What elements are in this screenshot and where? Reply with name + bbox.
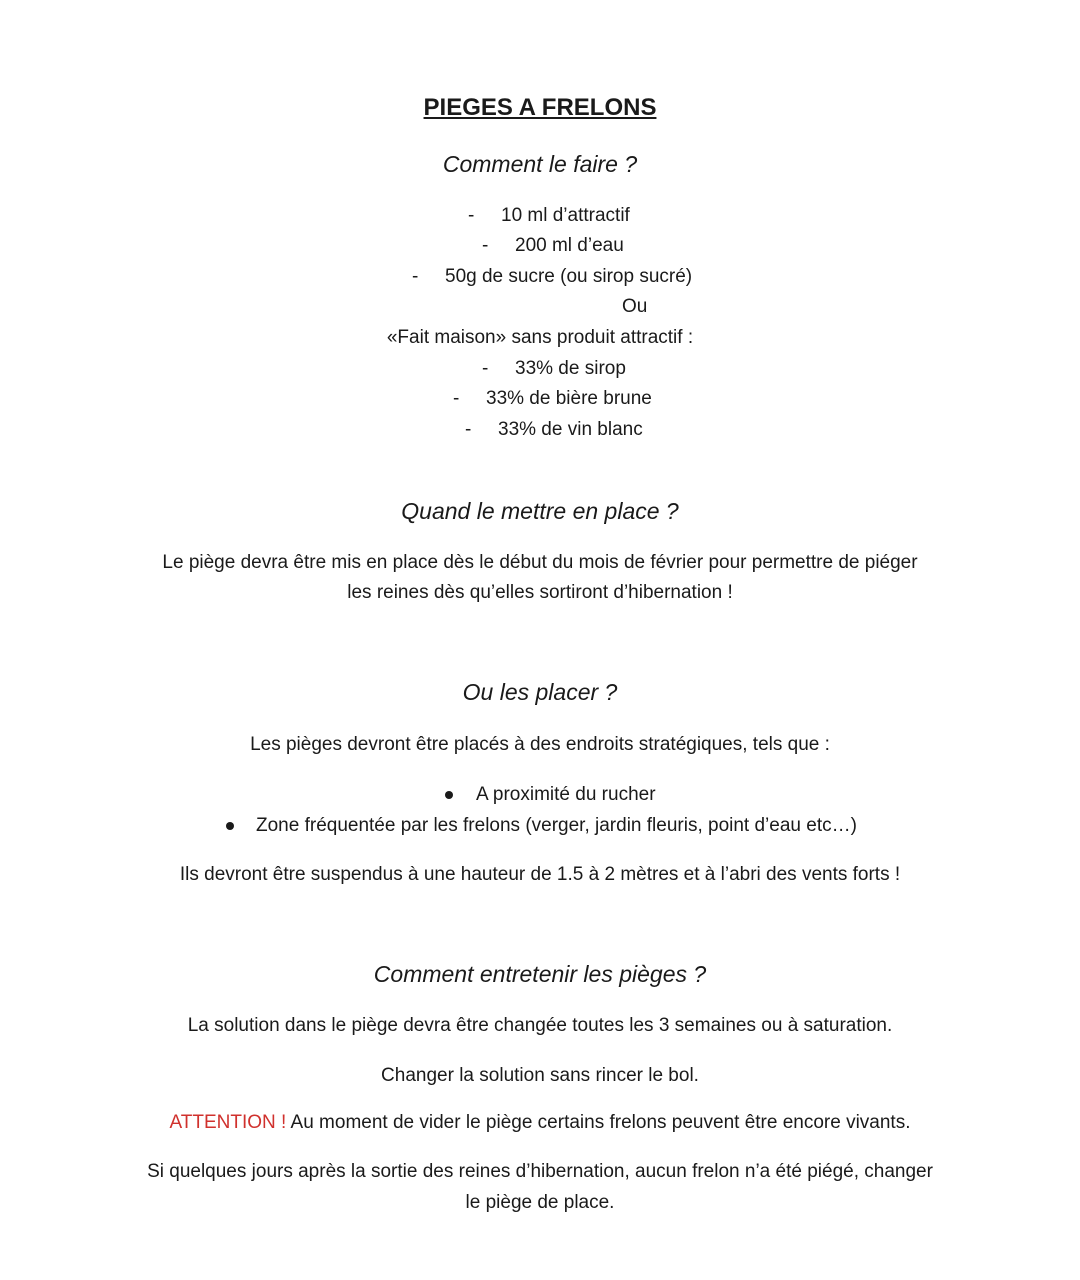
page-title: PIEGES A FRELONS xyxy=(423,94,657,121)
paragraph-line: les reines dès qu’elles sortiront d’hibernation ! xyxy=(347,582,733,603)
section-heading-when: Quand le mettre en place ? xyxy=(401,498,679,524)
homemade-item: 33% de vin blanc xyxy=(498,419,643,440)
bullet-icon xyxy=(226,822,234,830)
section-heading-where: Ou les placer ? xyxy=(462,679,618,705)
list-dash: - xyxy=(482,235,489,256)
section-heading-maintenance: Comment entretenir les pièges ? xyxy=(373,961,707,987)
ingredient-item: 200 ml d’eau xyxy=(515,235,624,256)
list-dash: - xyxy=(453,388,460,409)
homemade-item: 33% de sirop xyxy=(515,358,626,379)
paragraph-line: Le piège devra être mis en place dès le début du mois de février pour permettre de piéger xyxy=(162,552,918,573)
ingredient-item: 10 ml d’attractif xyxy=(501,205,630,226)
bullet-icon xyxy=(445,791,453,799)
maintenance-paragraph: La solution dans le piège devra être changée toutes les 3 semaines ou à saturation. xyxy=(187,1015,893,1036)
warning-label: ATTENTION ! xyxy=(169,1112,287,1133)
maintenance-paragraph: Si quelques jours après la sortie des reines d’hibernation, aucun frelon n’a été piégé, changer xyxy=(147,1161,933,1182)
placement-intro: Les pièges devront être placés à des endroits stratégiques, tels que : xyxy=(250,734,830,755)
placement-outro: Ils devront être suspendus à une hauteur de 1.5 à 2 mètres et à l’abri des vents forts ! xyxy=(179,864,901,885)
list-dash: - xyxy=(412,266,419,287)
placement-bullet-item: Zone fréquentée par les frelons (verger, jardin fleuris, point d’eau etc…) xyxy=(256,815,857,836)
maintenance-paragraph: le piège de place. xyxy=(465,1192,615,1213)
or-word: Ou xyxy=(622,296,648,317)
maintenance-paragraph: Changer la solution sans rincer le bol. xyxy=(381,1065,699,1086)
placement-bullet-item: A proximité du rucher xyxy=(476,784,656,805)
homemade-label: «Fait maison» sans produit attractif : xyxy=(386,327,694,348)
homemade-item: 33% de bière brune xyxy=(486,388,652,409)
list-dash: - xyxy=(468,205,475,226)
list-dash: - xyxy=(482,358,489,379)
section-heading-how-to-make: Comment le faire ? xyxy=(442,151,638,177)
list-dash: - xyxy=(465,419,472,440)
warning-text: Au moment de vider le piège certains frelons peuvent être encore vivants. xyxy=(286,1112,911,1133)
ingredient-item: 50g de sucre (ou sirop sucré) xyxy=(445,266,693,287)
warning-paragraph xyxy=(0,1113,1080,1132)
